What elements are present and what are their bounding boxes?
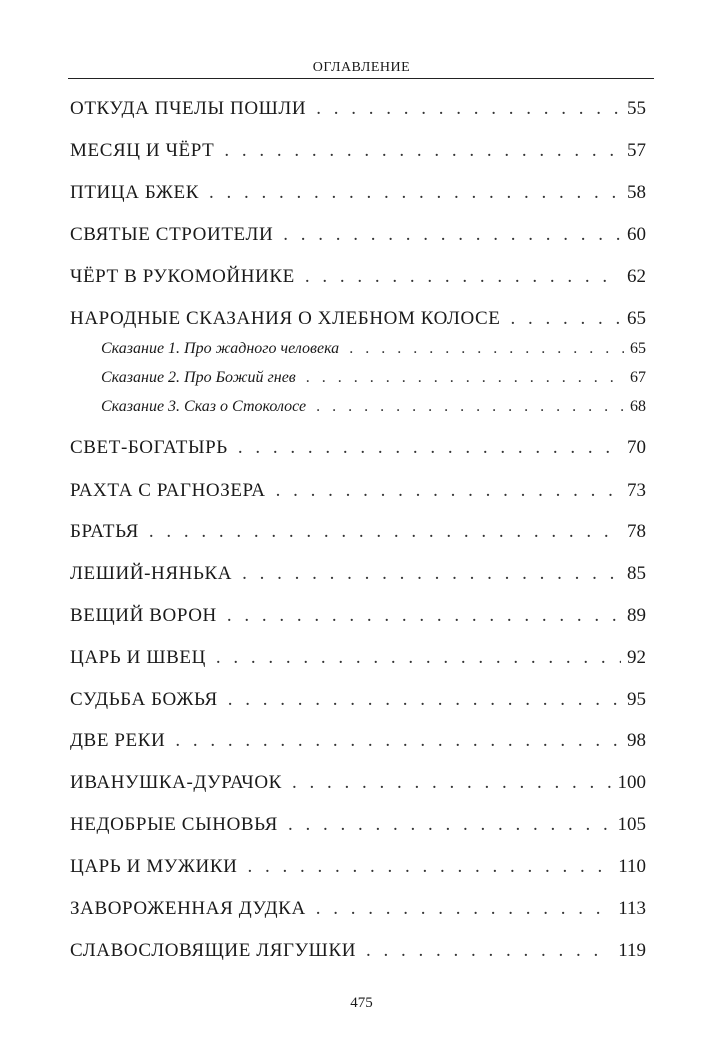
toc-entry-page: 73: [627, 480, 646, 501]
toc-entry-page: 89: [627, 605, 646, 626]
dot-leader: [283, 224, 621, 246]
dot-leader: [227, 605, 621, 627]
toc-subentry-title: Сказание 1. Про жадного человека: [101, 340, 340, 357]
toc-entry-page: 110: [618, 856, 646, 877]
toc-entry-page: 65: [627, 308, 646, 329]
toc-entry-page: 92: [627, 647, 646, 668]
toc-entry: [70, 940, 646, 962]
running-header: ОГЛАВЛЕНИЕ: [312, 60, 411, 75]
toc-subentry: [101, 340, 646, 358]
dot-leader: [306, 369, 624, 387]
toc-entry-title: ВЕЩИЙ ВОРОН: [70, 605, 217, 626]
toc-entry-title: ДВЕ РЕКИ: [70, 730, 166, 751]
toc-entry-title: РАХТА С РАГНОЗЕРА: [70, 480, 266, 501]
toc-subentry: [101, 398, 646, 416]
toc-entry-title: НАРОДНЫЕ СКАЗАНИЯ О ХЛЕБНОМ КОЛОСЕ: [70, 308, 501, 329]
toc-entry: [70, 266, 646, 288]
toc-entry-page: 60: [627, 224, 646, 245]
toc-entry-page: 62: [627, 266, 646, 287]
toc-entry-title: НЕДОБРЫЕ СЫНОВЬЯ: [70, 814, 278, 835]
toc-entry: [70, 521, 646, 543]
toc-entry: [70, 772, 646, 794]
toc-entry-page: 70: [627, 437, 646, 458]
toc-subentry-page: 68: [630, 398, 646, 415]
toc-entry: [70, 480, 646, 502]
toc-entry-title: ЛЕШИЙ-НЯНЬКА: [70, 563, 233, 584]
dot-leader: [149, 521, 621, 543]
toc-entry-title: ЦАРЬ И МУЖИКИ: [70, 856, 238, 877]
dot-leader: [292, 772, 612, 794]
toc-subentry: [101, 369, 646, 387]
toc-entry-title: ПТИЦА БЖЕК: [70, 182, 199, 203]
dot-leader: [175, 730, 621, 752]
toc-entry-page: 98: [627, 730, 646, 751]
toc-entry-title: СУДЬБА БОЖЬЯ: [70, 689, 218, 710]
toc-entry-title: БРАТЬЯ: [70, 521, 139, 542]
toc-entry-title: МЕСЯЦ И ЧЁРТ: [70, 140, 215, 161]
toc-entry: [70, 730, 646, 752]
toc-entry-page: 85: [627, 563, 646, 584]
dot-leader: [247, 856, 612, 878]
toc-entry-page: 95: [627, 689, 646, 710]
dot-leader: [228, 689, 621, 711]
dot-leader: [216, 647, 621, 669]
toc-entry: [70, 437, 646, 459]
toc-entry-page: 105: [617, 814, 646, 835]
toc-entry-title: СЛАВОСЛОВЯЩИЕ ЛЯГУШКИ: [70, 940, 357, 961]
toc-entry-title: ЧЁРТ В РУКОМОЙНИКЕ: [70, 266, 295, 287]
toc-entry-page: 58: [627, 182, 646, 203]
dot-leader: [511, 308, 622, 330]
toc-entry: [70, 814, 646, 836]
dot-leader: [366, 940, 612, 962]
toc-entry: [70, 308, 646, 330]
dot-leader: [316, 98, 621, 120]
toc-entry-page: 119: [618, 940, 646, 961]
dot-leader: [316, 898, 612, 920]
dot-leader: [349, 340, 624, 358]
toc-entry: [70, 140, 646, 162]
toc-subentry-page: 67: [630, 369, 646, 386]
toc-entry: [70, 98, 646, 120]
toc-entry: [70, 605, 646, 627]
toc-entry-page: 55: [627, 98, 646, 119]
dot-leader: [316, 398, 624, 416]
toc-entry-title: СВЯТЫЕ СТРОИТЕЛИ: [70, 224, 274, 245]
toc-entry: [70, 182, 646, 204]
dot-leader: [238, 437, 621, 459]
toc-entry-title: ЦАРЬ И ШВЕЦ: [70, 647, 206, 668]
toc-entry: [70, 898, 646, 920]
toc-entry: [70, 689, 646, 711]
dot-leader: [276, 480, 621, 502]
toc-entry: [70, 563, 646, 585]
toc-subentry-title: Сказание 3. Сказ о Стоколосе: [101, 398, 307, 415]
dot-leader: [224, 140, 621, 162]
page-number: 475: [350, 995, 373, 1011]
toc-entry: [70, 647, 646, 669]
toc-entry: [70, 856, 646, 878]
dot-leader: [288, 814, 612, 836]
toc-entry-page: 78: [627, 521, 646, 542]
toc-entry-page: 57: [627, 140, 646, 161]
toc-entry-title: ИВАНУШКА-ДУРАЧОК: [70, 772, 282, 793]
toc-subentry-page: 65: [630, 340, 646, 357]
toc-entry-page: 113: [618, 898, 646, 919]
toc-subentry-title: Сказание 2. Про Божий гнев: [101, 369, 296, 386]
toc-entry-title: ОТКУДА ПЧЕЛЫ ПОШЛИ: [70, 98, 307, 119]
dot-leader: [242, 563, 621, 585]
toc-entry-title: СВЕТ-БОГАТЫРЬ: [70, 437, 228, 458]
toc-entry: [70, 224, 646, 246]
dot-leader: [209, 182, 621, 204]
dot-leader: [305, 266, 621, 288]
toc-entry-page: 100: [617, 772, 646, 793]
toc-entry-title: ЗАВОРОЖЕННАЯ ДУДКА: [70, 898, 306, 919]
